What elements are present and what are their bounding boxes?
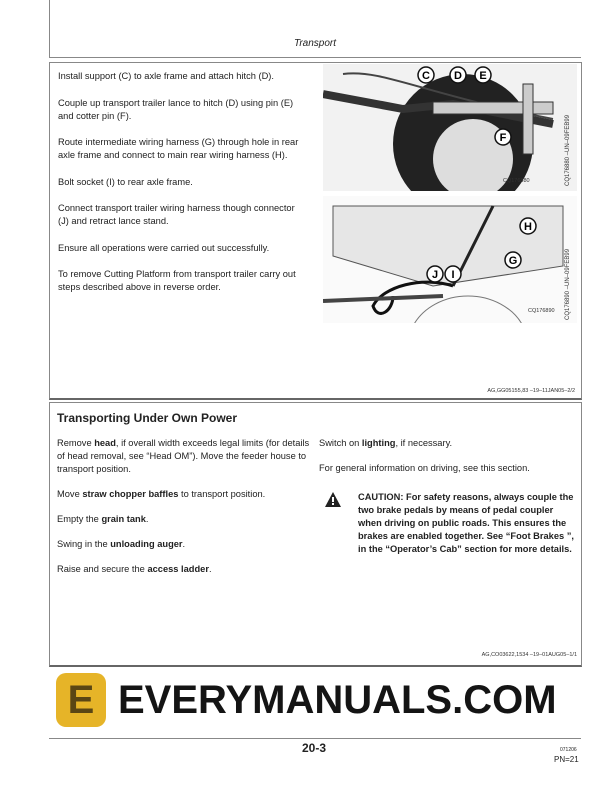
step-text [57, 513, 312, 526]
watermark: EVERYMANUALS.COM [118, 678, 557, 722]
instruction-line: steps described above in reverse order. [58, 282, 221, 292]
step-bold: head [94, 438, 116, 448]
instruction-line: axle frame and connect to main rear wiring harness (H). [58, 150, 288, 160]
instruction-line: Connect transport trailer wiring harness though connector [58, 203, 295, 213]
step-bold: unloading auger [110, 539, 183, 549]
callout-label: G [508, 255, 518, 267]
section-header: Transport [293, 38, 337, 49]
step-pre: Raise and secure the [57, 564, 148, 574]
step-pre: Switch on [319, 438, 362, 448]
figure-hitch [323, 64, 577, 191]
page-number: 20-3 [302, 741, 327, 755]
footer-pn: PN=21 [554, 755, 579, 764]
step-bold: access ladder [147, 564, 209, 574]
step-post: . [208, 564, 212, 574]
step-text [57, 538, 312, 551]
transporting-section [49, 402, 582, 667]
wiring-illustration [323, 196, 577, 323]
instruction-line: and cotter pin (F). [58, 110, 132, 121]
instruction-line: Ensure all operations were carried out successfully. [58, 242, 270, 253]
step-text [319, 462, 574, 475]
instruction-line: To remove Cutting Platform from transport trailer carry out [58, 269, 296, 279]
watermark-logo [56, 673, 106, 727]
figure-code: CQ176880 [503, 178, 530, 184]
section-title: Transporting Under Own Power [57, 411, 238, 425]
hitch-illustration [323, 64, 577, 191]
callout-label: C [422, 70, 430, 82]
step-pre: For general information on driving, see this section. [319, 463, 530, 473]
reference-code: AG,CO03622,1534 –19–01AUG05–1/1 [481, 652, 577, 658]
step-post: to transport position. [178, 489, 266, 499]
header-rule [49, 57, 581, 58]
install-support-section [49, 62, 582, 400]
instruction-line: Couple up transport trailer lance to hitch (D) using pin (E) [58, 97, 294, 108]
caution-text: CAUTION: For safety reasons, always couple the two brake pedals by means of pedal coupler when driving on public roads. This ensures the brakes are enabled together. See “Foot Brakes ”, in the “Operator’s Cab” section for more details. [358, 492, 574, 554]
callout-label: F [499, 132, 507, 144]
callout-label: H [524, 221, 532, 233]
callout-label: E [479, 70, 487, 82]
figure-side-code: CQ176880 –UN–09FEB99 [565, 114, 571, 186]
step-post: . [145, 514, 149, 524]
instruction-line: Route intermediate wiring harness (G) through hole in rear [58, 137, 299, 147]
watermark-logo-letter: E [67, 678, 95, 722]
step-bold: straw chopper baffles [82, 489, 179, 499]
step-text [57, 488, 312, 501]
figure-side-code: CQ176890 –UN–09FEB99 [565, 248, 571, 320]
instruction-line: Install support (C) to axle frame and attach hitch (D). [58, 71, 274, 81]
step-post: , if overall width exceeds legal limits (for details of head removal, see “Head OM”). Move the feeder house to transport position. [57, 438, 310, 474]
step-text [57, 437, 312, 476]
step-pre: Swing in the [57, 539, 111, 549]
reference-code: AG,GG05155,83 –19–11JAN05–2/2 [487, 388, 575, 394]
instruction-line: (J) and retract lance stand. [58, 216, 169, 226]
warning-icon [325, 492, 341, 507]
step-post: , if necessary. [395, 438, 453, 448]
figure-wiring [323, 196, 577, 323]
step-text [57, 563, 312, 576]
step-bold: lighting [361, 438, 396, 448]
footer-date: 071206 [560, 747, 577, 753]
callout-label: D [454, 70, 462, 82]
callout-label: J [431, 269, 439, 281]
instruction-line: Bolt socket (I) to rear axle frame. [58, 176, 193, 187]
step-pre: Empty the [57, 514, 102, 524]
step-pre: Move [57, 489, 83, 499]
step-post: . [182, 539, 186, 549]
callout-label: I [451, 269, 455, 281]
step-bold: grain tank [101, 514, 146, 524]
step-pre: Remove [57, 438, 95, 448]
footer-rule [49, 738, 581, 739]
figure-code: CQ176890 [528, 308, 555, 314]
step-text [319, 437, 574, 450]
